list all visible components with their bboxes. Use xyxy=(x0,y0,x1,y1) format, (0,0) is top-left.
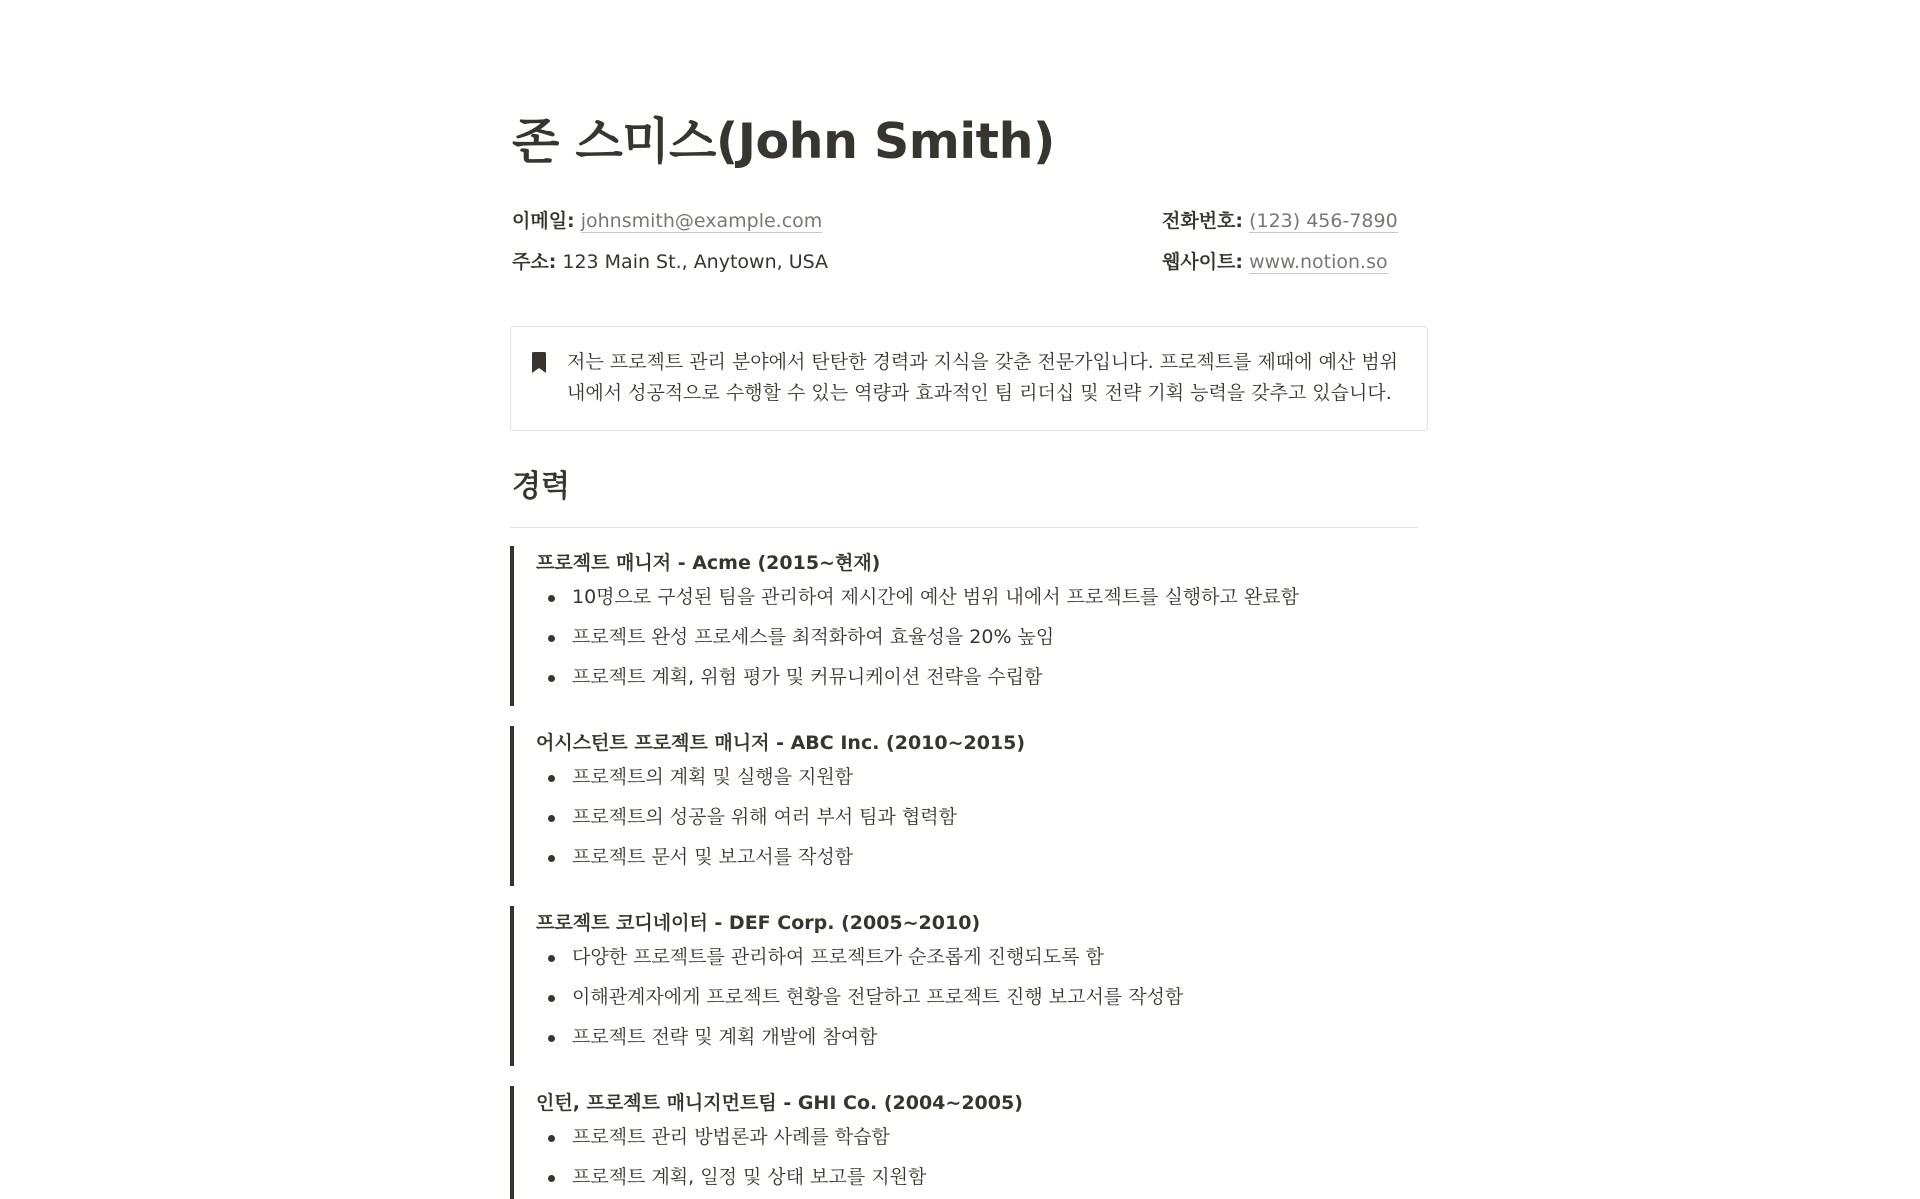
summary-text: 저는 프로젝트 관리 분야에서 탄탄한 경력과 지식을 갖춘 전문가입니다. 프로젝트를 제때에 예산 범위 내에서 성공적으로 수행할 수 있는 역량과 효과적인 팀 리더십 및 전략 기획 능력을 갖추고 있습니다. xyxy=(567,351,1399,404)
job-role: 어시스턴트 프로젝트 매니저 xyxy=(536,732,770,754)
email-row xyxy=(512,206,822,236)
experience-list xyxy=(512,546,1420,1199)
job-role: 프로젝트 코디네이터 xyxy=(536,912,708,934)
list-item: 프로젝트의 성공을 위해 여러 부서 팀과 협력함 xyxy=(536,802,1420,832)
page-title: 존 스미스(John Smith) xyxy=(512,113,1055,170)
section-divider xyxy=(510,527,1418,528)
job-entry xyxy=(510,906,1420,1066)
summary-callout xyxy=(510,326,1428,431)
address-value: 123 Main St., Anytown, USA xyxy=(562,251,829,273)
job-title xyxy=(536,728,1420,758)
phone-row xyxy=(1162,206,1398,236)
resume-content xyxy=(512,100,1420,1199)
contact-info xyxy=(512,206,1420,292)
phone-label: 전화번호: xyxy=(1162,210,1244,232)
address-label: 주소: xyxy=(512,251,557,273)
job-role: 프로젝트 매니저 xyxy=(536,552,672,574)
list-item: 프로젝트 문서 및 보고서를 작성함 xyxy=(536,842,1420,872)
website-link[interactable]: www.notion.so xyxy=(1249,251,1388,273)
list-item: 프로젝트 계획, 일정 및 상태 보고를 지원함 xyxy=(536,1162,1420,1192)
job-org: - Acme (2015~현재) xyxy=(671,552,881,574)
phone-link[interactable]: (123) 456-7890 xyxy=(1249,210,1398,232)
job-title xyxy=(536,1088,1420,1118)
list-item: 이해관계자에게 프로젝트 현황을 전달하고 프로젝트 진행 보고서를 작성함 xyxy=(536,982,1420,1012)
list-item: 10명으로 구성된 팀을 관리하여 제시간에 예산 범위 내에서 프로젝트를 실행하고 완료함 xyxy=(536,582,1420,612)
job-bullets xyxy=(536,1122,1420,1192)
job-bullets xyxy=(536,582,1420,692)
job-entry xyxy=(510,726,1420,886)
bookmark-icon xyxy=(531,352,547,378)
list-item: 다양한 프로젝트를 관리하여 프로젝트가 순조롭게 진행되도록 함 xyxy=(536,942,1420,972)
website-row xyxy=(1162,247,1388,277)
job-role: 인턴, 프로젝트 매니지먼트팀 xyxy=(536,1092,777,1114)
job-org: - GHI Co. (2004~2005) xyxy=(776,1092,1023,1114)
website-label: 웹사이트: xyxy=(1162,251,1244,273)
job-bullets xyxy=(536,942,1420,1052)
list-item: 프로젝트 전략 및 계획 개발에 참여함 xyxy=(536,1022,1420,1052)
job-entry xyxy=(510,546,1420,706)
list-item: 프로젝트 완성 프로세스를 최적화하여 효율성을 20% 높임 xyxy=(536,622,1420,652)
section-heading-experience: 경력 xyxy=(512,469,570,504)
list-item: 프로젝트 관리 방법론과 사례를 학습함 xyxy=(536,1122,1420,1152)
address-row xyxy=(512,247,828,277)
job-org: - ABC Inc. (2010~2015) xyxy=(769,732,1026,754)
job-title xyxy=(536,908,1420,938)
email-label: 이메일: xyxy=(512,210,575,232)
list-item: 프로젝트의 계획 및 실행을 지원함 xyxy=(536,762,1420,792)
job-bullets xyxy=(536,762,1420,872)
job-org: - DEF Corp. (2005~2010) xyxy=(707,912,981,934)
job-entry xyxy=(510,1086,1420,1199)
email-link[interactable]: johnsmith@example.com xyxy=(580,210,823,232)
list-item: 프로젝트 계획, 위험 평가 및 커뮤니케이션 전략을 수립함 xyxy=(536,662,1420,692)
job-title xyxy=(536,548,1420,578)
